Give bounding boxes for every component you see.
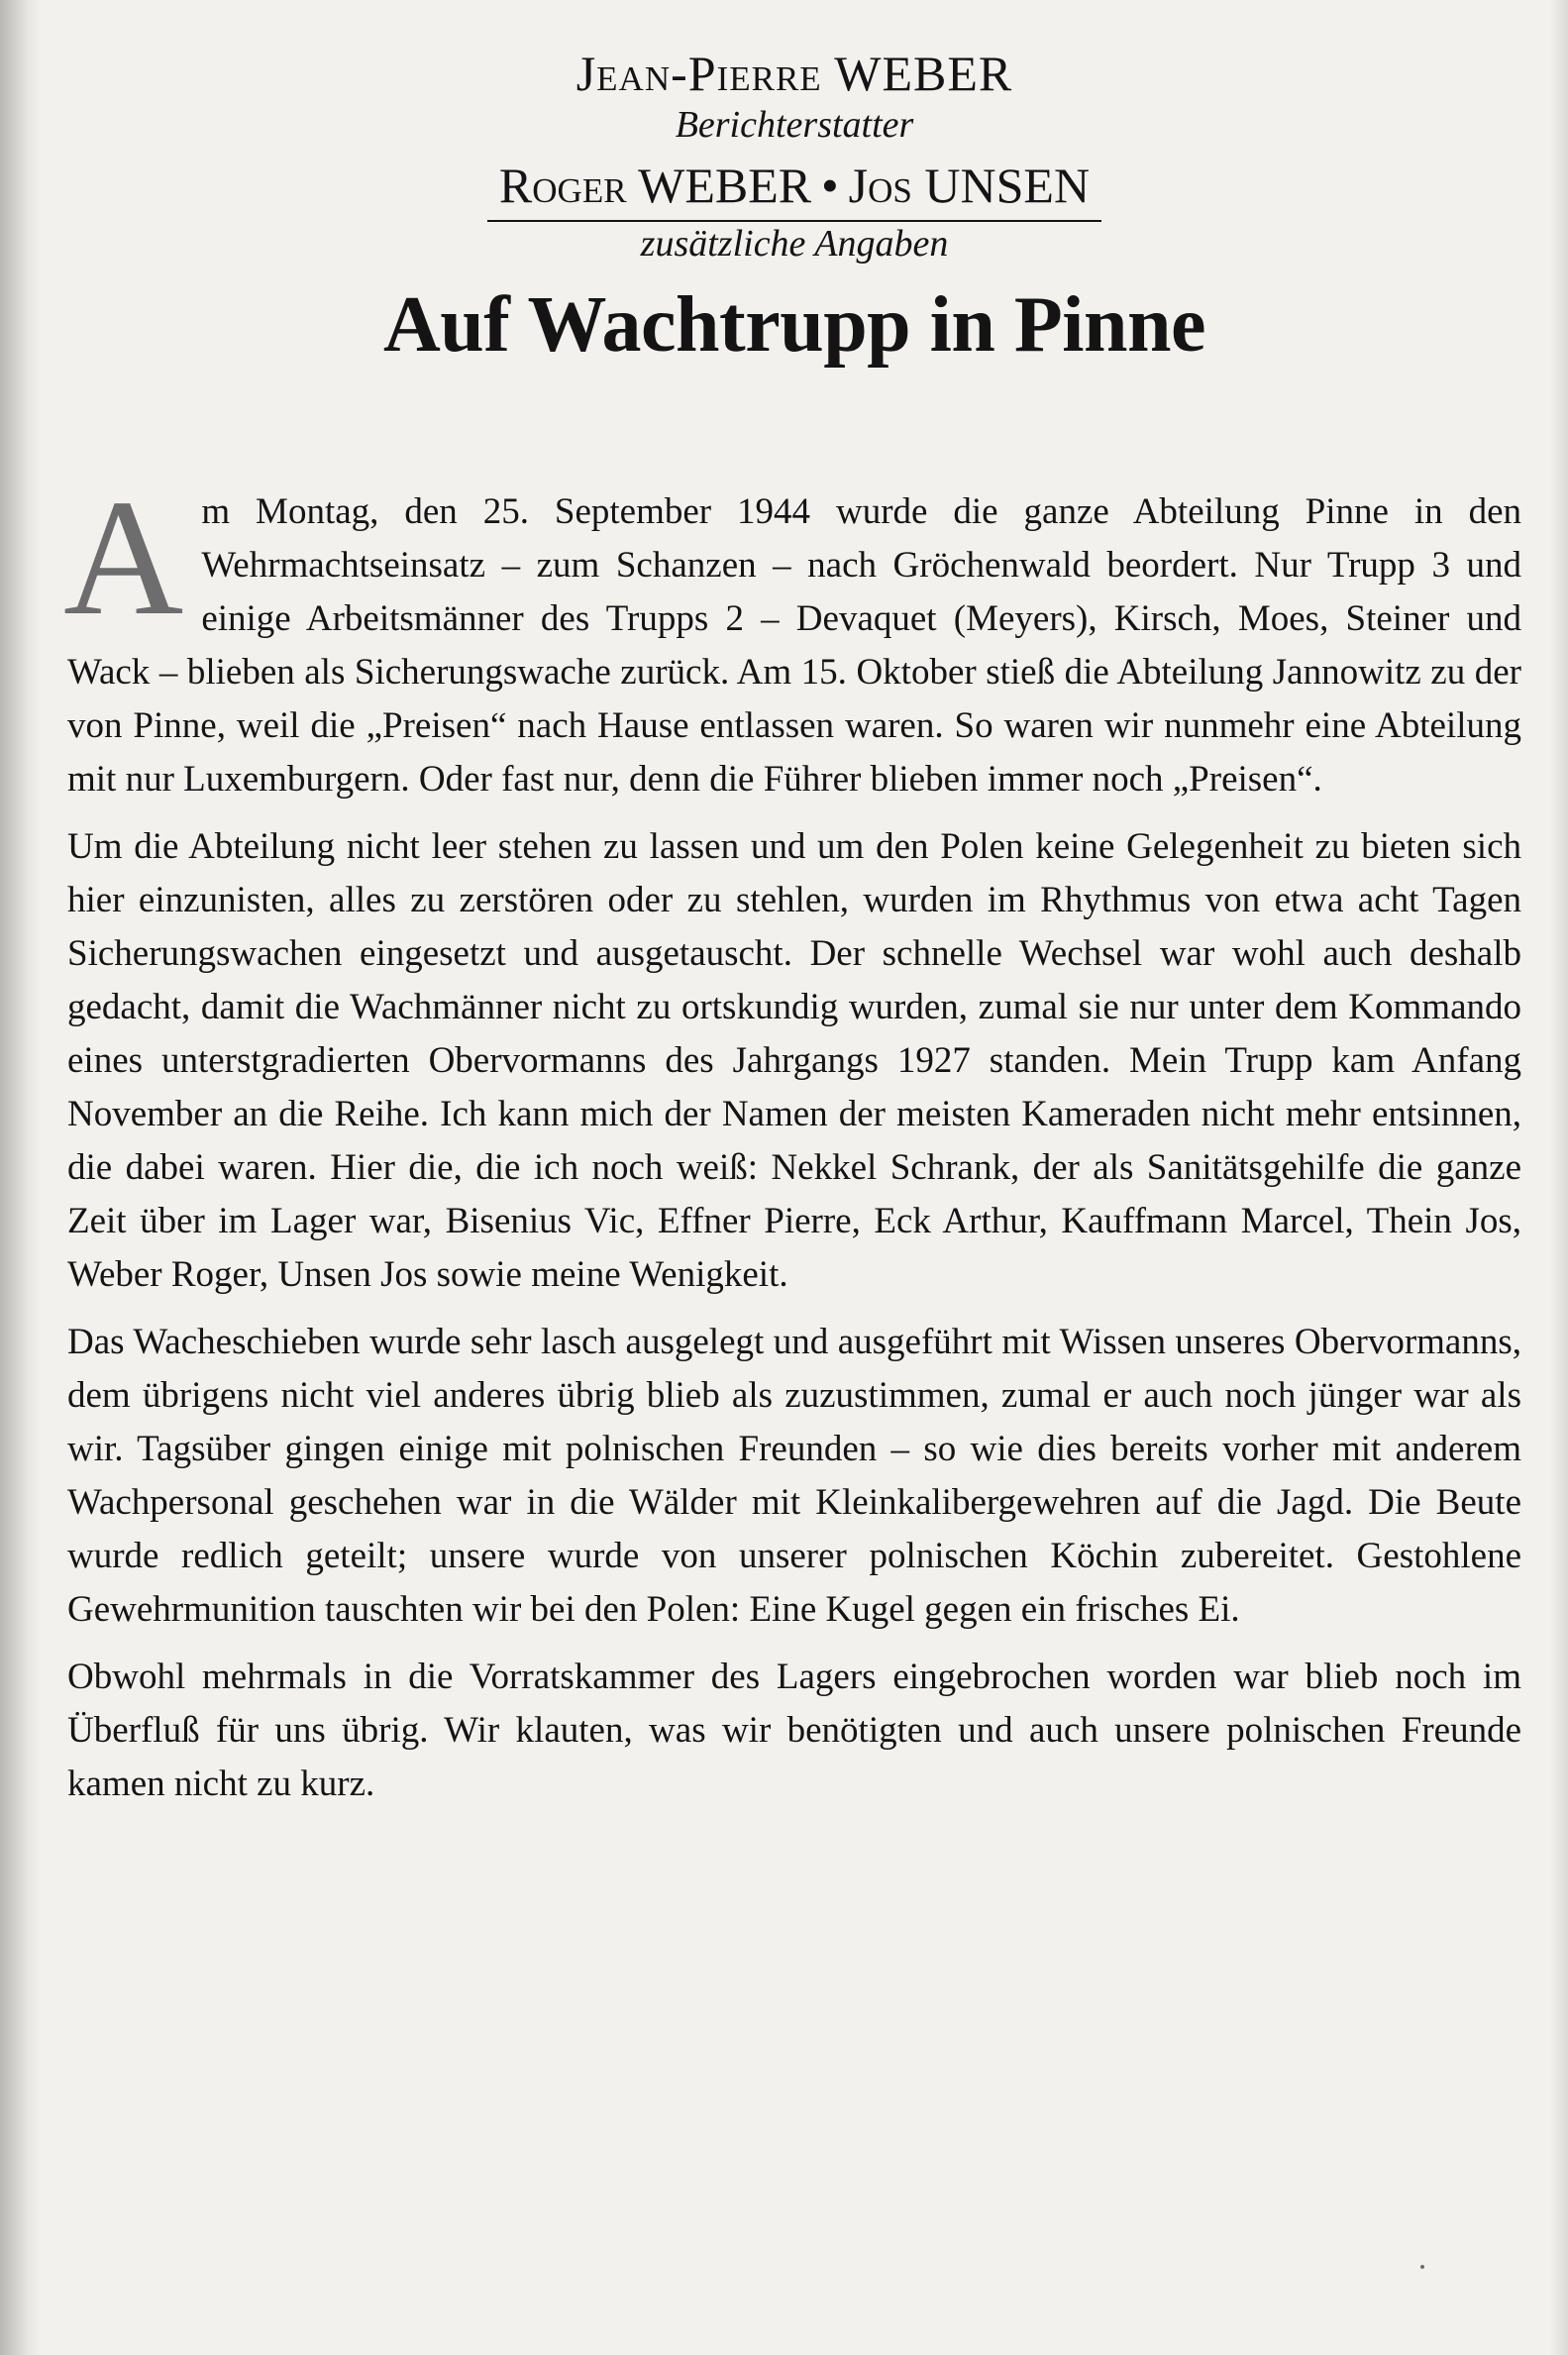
paragraph-1-text: m Montag, den 25. September 1944 wurde die ganze Abteilung Pinne in den Wehrmachtseinsatz – zum Schanzen – nach Gröchenwald beordert. Nur Trupp 3 und einige Arbeitsmänner des Trupps 2 – Devaquet (Meyers), Kirsch, Moes, Steiner und Wack – blieben als Sicherungswache zurück. Am 15. Oktober stieß die Abteilung Jannowitz zu der von Pinne, weil die „Preisen“ nach Hause entlassen waren. So waren wir nunmehr eine Abteilung mit nur Luxemburgern. Oder fast nur, denn die Führer blieben immer noch „Preisen“. [67,491,1521,800]
article-body [63,466,1521,1811]
drop-cap: A [63,466,184,650]
page-mark [1420,2265,1424,2269]
paragraph-1 [63,466,1521,806]
article-header [67,44,1521,373]
paragraph-2: Um die Abteilung nicht leer stehen zu lassen und um den Polen keine Gelegenheit zu bieten sich hier einzunisten, alles zu zerstören oder zu stehlen, wurden im Rhythmus von etwa acht Tagen Sicherungswachen eingesetzt und ausgetauscht. Der schnelle Wechsel war wohl auch deshalb gedacht, damit die Wachmänner nicht zu ortskundig wurden, zumal sie nur unter dem Kommando eines unterstgradierten Obervormanns des Jahrgangs 1927 standen. Mein Trupp kam Anfang November an die Reihe. Ich kann mich der Namen der meisten Kameraden nicht mehr entsinnen, die dabei waren. Hier die, die ich noch weiß: Nekkel Schrank, der als Sanitätsgehilfe die ganze Zeit über im Lager war, Bisenius Vic, Effner Pierre, Eck Arthur, Kauffmann Marcel, Thein Jos, Weber Roger, Unsen Jos sowie meine Wenigkeit. [67,826,1521,1295]
author-last-name: WEBER [834,46,1013,101]
contributor-1-last-name: WEBER [638,158,812,213]
contributors-line [487,155,1101,222]
author-first-name: Jean-Pierre [575,46,822,101]
page-edge [1550,0,1568,2355]
author-line [67,44,1521,103]
book-page [63,30,1521,1825]
contributor-2-last-name: UNSEN [924,158,1091,213]
contributors-role: zusätzliche Angaben [640,223,949,265]
contributor-2-first-name: Jos [848,158,912,213]
separator-dot: • [821,158,839,213]
article-title: Auf Wachtrupp in Pinne [383,281,1205,369]
page-gutter-shadow [0,0,40,2355]
paragraph-4: Obwohl mehrmals in die Vorratskammer des Lagers eingebrochen worden war blieb noch im Überfluß für uns übrig. Wir klauten, was wir benötigten und auch unsere polnischen Freunde kamen nicht zu kurz. [67,1657,1521,1804]
author-role: Berichterstatter [675,104,914,146]
contributor-1-first-name: Roger [498,158,627,213]
paragraph-3: Das Wacheschieben wurde sehr lasch ausgelegt und ausgeführt mit Wissen unseres Obervormanns, dem übrigens nicht viel anderes übrig blieb als zuzustimmen, zumal er auch noch jünger war als wir. Tagsüber gingen einige mit polnischen Freunden – so wie dies bereits vorher mit anderem Wachpersonal geschehen war in die Wälder mit Kleinkalibergewehren auf die Jagd. Die Beute wurde redlich geteilt; unsere wurde von unserer polnischen Köchin zubereitet. Gestohlene Gewehrmunition tauschten wir bei den Polen: Eine Kugel gegen ein frisches Ei. [67,1322,1521,1630]
